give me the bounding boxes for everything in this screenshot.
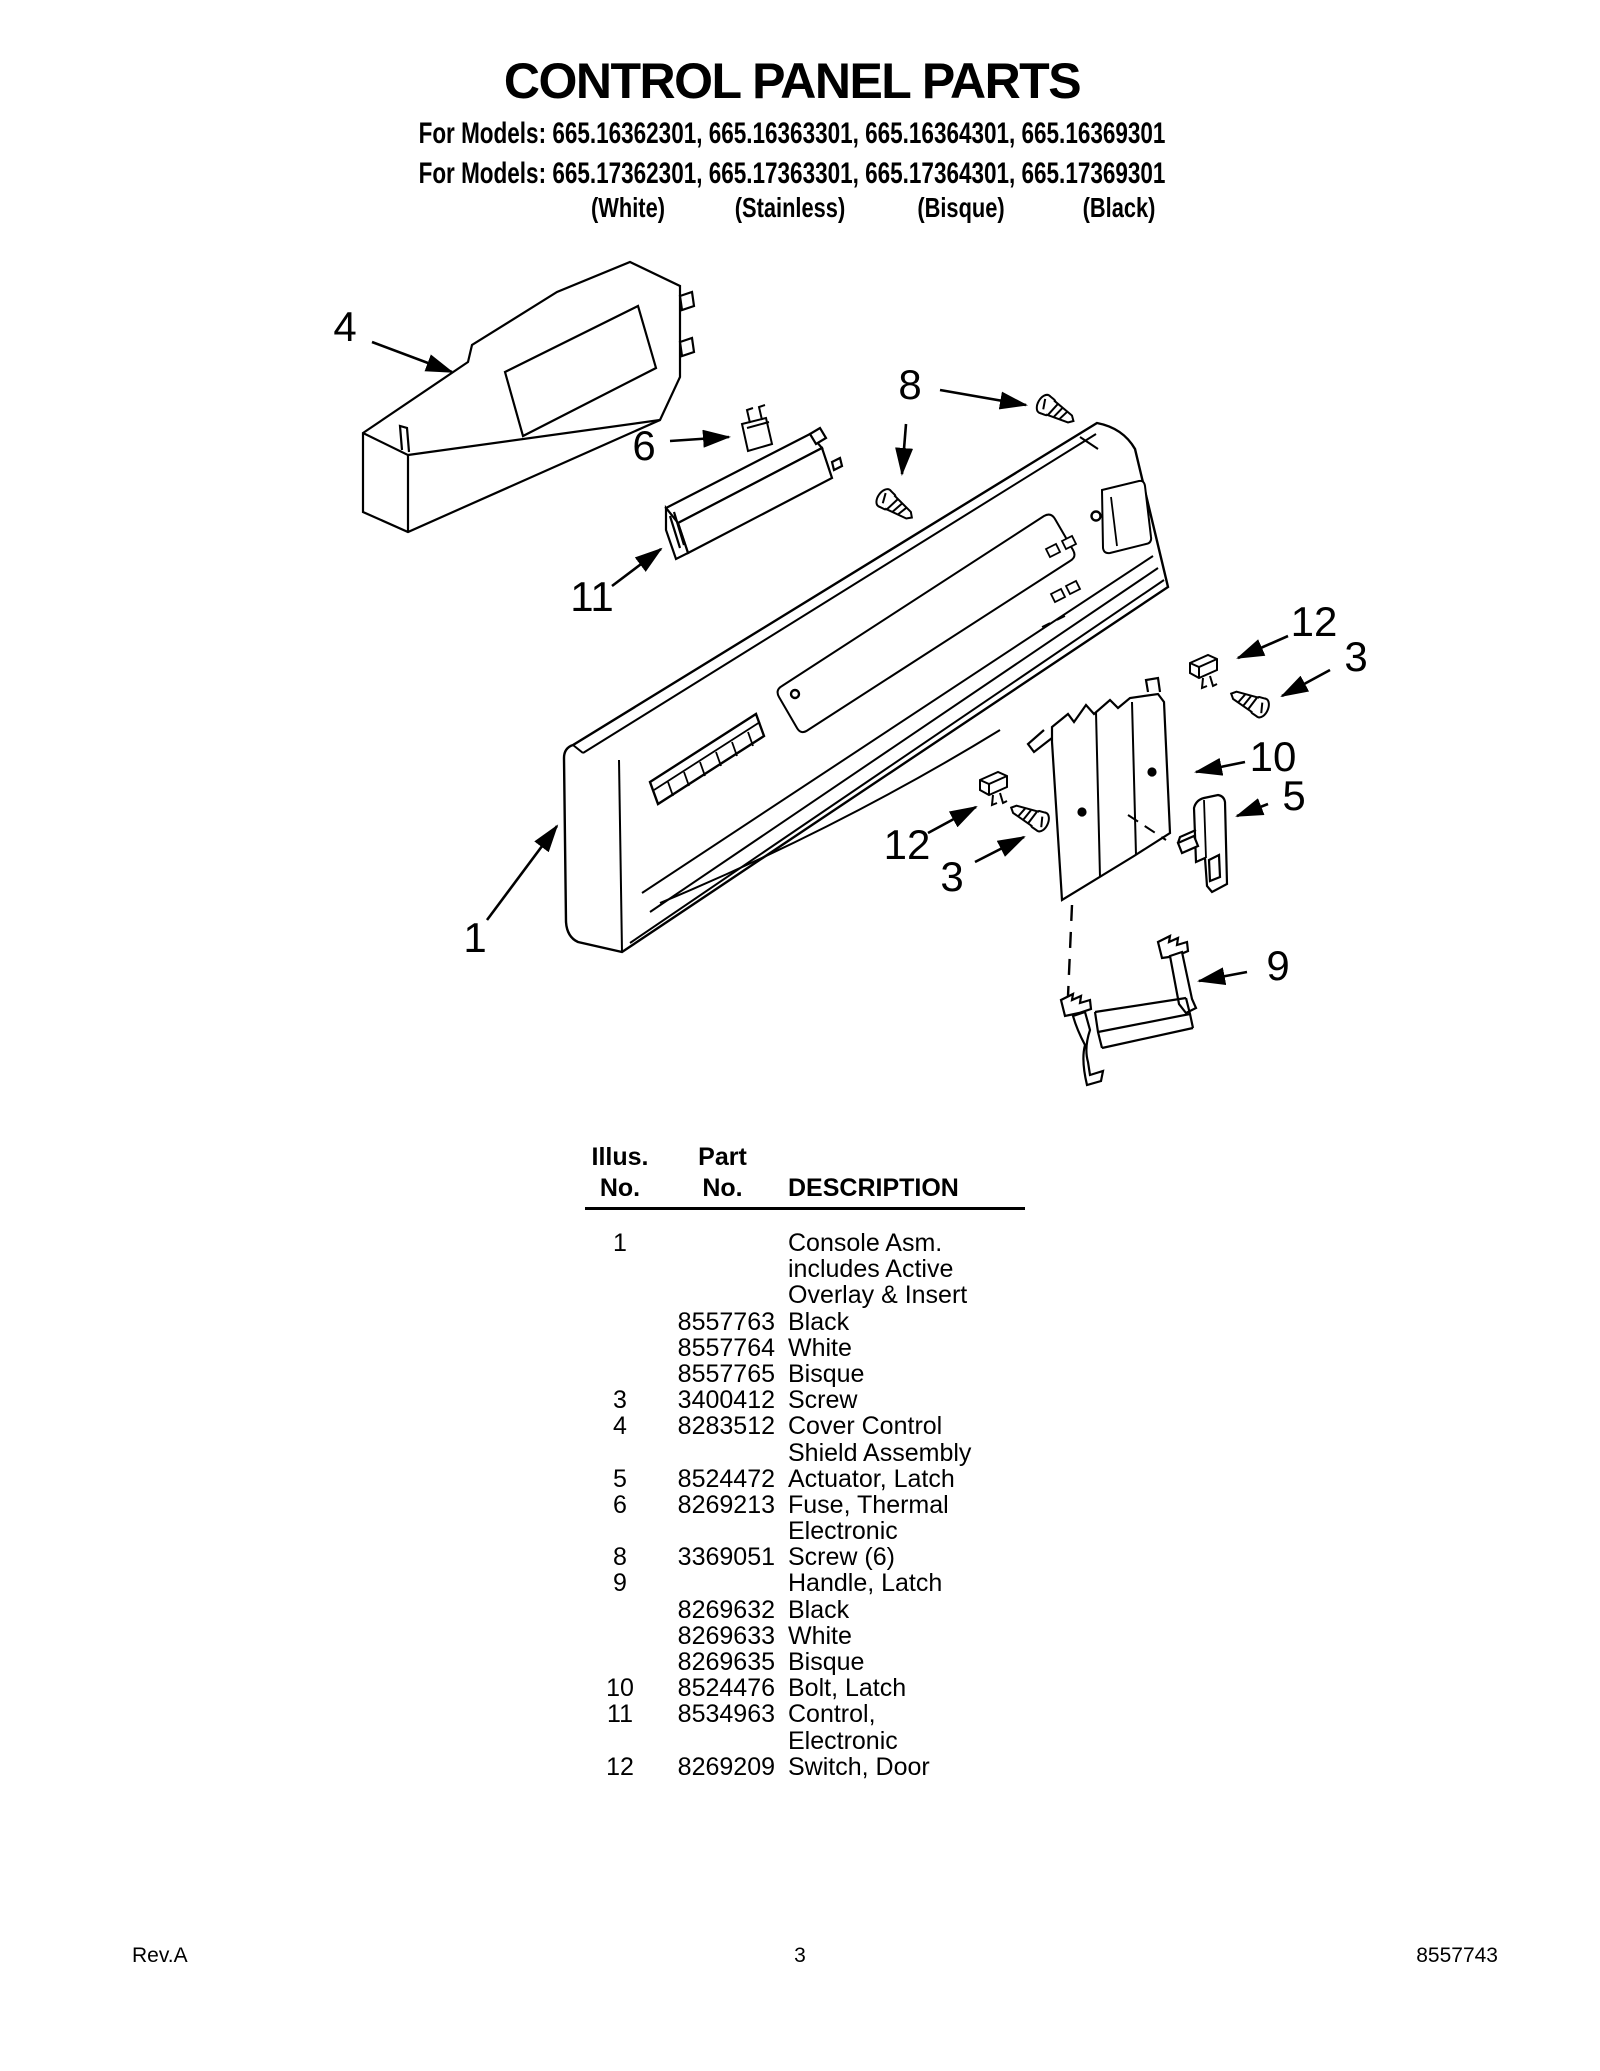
parts-table-body <box>585 1210 1025 1779</box>
cell-description: Screw (6) <box>788 1543 895 1572</box>
table-row <box>585 1465 1025 1491</box>
callout-1: 1 <box>463 914 487 961</box>
page-title: CONTROL PANEL PARTS <box>503 53 1081 109</box>
footer-revision: Rev.A <box>132 1944 188 1967</box>
table-row <box>585 1622 1025 1648</box>
finish-white: (White) <box>590 192 665 223</box>
callout-12-b: 12 <box>883 821 931 868</box>
cell-part-no: 8269633 <box>677 1621 775 1650</box>
col-header-illus-no: No. <box>599 1174 641 1202</box>
callout-4: 4 <box>333 303 357 350</box>
table-row <box>585 1753 1025 1779</box>
cell-part-no: 8283512 <box>677 1412 775 1441</box>
table-row <box>585 1229 1025 1255</box>
cell-description: includes Active <box>788 1255 954 1284</box>
models-line-2: For Models: 665.17362301, 665.17363301, 665.17364301, 665.17369301 <box>418 157 1166 190</box>
cell-description: Handle, Latch <box>788 1569 943 1598</box>
finish-bisque: (Bisque) <box>917 192 1005 223</box>
table-row <box>585 1412 1025 1441</box>
cell-part-no: 8524476 <box>677 1674 775 1703</box>
cell-description: Screw <box>788 1386 858 1415</box>
finish-black: (Black) <box>1082 192 1156 223</box>
cell-part-no: 8557763 <box>677 1307 775 1336</box>
table-row <box>585 1674 1025 1703</box>
callout-5: 5 <box>1282 772 1306 819</box>
table-row <box>585 1543 1025 1572</box>
cell-description: Switch, Door <box>788 1752 930 1781</box>
table-row <box>585 1700 1025 1729</box>
part-door-switch-a <box>1190 655 1217 688</box>
part-screw-3a <box>1227 685 1272 720</box>
cell-illus-no: 11 <box>607 1700 633 1729</box>
part-bolt-latch <box>1028 678 1170 900</box>
table-row <box>585 1727 1025 1753</box>
table-row <box>585 1334 1025 1360</box>
part-screw-3b <box>1007 799 1052 834</box>
table-row <box>585 1648 1025 1674</box>
finish-stainless: (Stainless) <box>734 192 846 223</box>
cell-description: Shield Assembly <box>788 1438 972 1467</box>
cell-part-no: 8557764 <box>677 1333 775 1362</box>
cell-description: Black <box>788 1595 850 1624</box>
cell-description: Bisque <box>788 1648 865 1676</box>
col-header-illus: Illus. <box>591 1143 649 1171</box>
cell-description: Black <box>788 1307 850 1336</box>
table-row <box>585 1360 1025 1386</box>
cell-illus-no: 3 <box>613 1386 627 1415</box>
cell-illus-no: 1 <box>613 1229 627 1257</box>
cell-description: Cover Control <box>788 1412 943 1441</box>
cell-illus-no: 12 <box>606 1752 634 1781</box>
cell-part-no: 3400412 <box>677 1386 775 1415</box>
cell-description: Electronic <box>788 1517 898 1546</box>
cell-illus-no: 6 <box>613 1490 627 1519</box>
cell-illus-no: 10 <box>606 1674 634 1703</box>
col-header-part: Part <box>698 1143 747 1171</box>
cell-part-no: 8269209 <box>677 1752 775 1781</box>
cell-illus-no: 9 <box>613 1569 627 1598</box>
table-row <box>585 1491 1025 1517</box>
callout-9: 9 <box>1266 942 1290 989</box>
callout-10: 10 <box>1249 733 1297 780</box>
part-actuator-latch <box>1178 795 1227 892</box>
footer-page-number: 3 <box>794 1944 806 1967</box>
cell-description: Bolt, Latch <box>788 1674 907 1703</box>
cell-illus-no: 8 <box>613 1543 627 1572</box>
part-cover-shield <box>363 262 694 532</box>
cell-part-no: 8269632 <box>677 1595 775 1624</box>
parts-table <box>585 1143 1025 1779</box>
cell-description: Actuator, Latch <box>788 1464 955 1493</box>
table-row <box>585 1308 1025 1334</box>
cell-part-no: 8534963 <box>677 1700 775 1729</box>
cell-illus-no: 5 <box>613 1464 627 1493</box>
cell-description: Control, <box>788 1700 876 1729</box>
table-row <box>585 1439 1025 1465</box>
col-header-description: DESCRIPTION <box>788 1174 959 1202</box>
part-screw-8b <box>873 486 917 525</box>
cell-description: Fuse, Thermal <box>788 1490 949 1519</box>
col-header-part-no: No. <box>702 1174 743 1202</box>
cell-description: Electronic <box>788 1726 898 1755</box>
table-row <box>585 1255 1025 1284</box>
alignment-dashed-line <box>1068 905 1072 996</box>
callout-8: 8 <box>898 361 922 408</box>
cell-part-no: 8269635 <box>677 1648 775 1676</box>
cell-description: Bisque <box>788 1359 865 1388</box>
part-door-switch-b <box>980 772 1007 805</box>
cell-part-no: 8269213 <box>677 1490 775 1519</box>
cell-part-no: 3369051 <box>677 1543 775 1572</box>
cell-illus-no: 4 <box>613 1412 627 1441</box>
table-row <box>585 1386 1025 1415</box>
part-latch-handle <box>1061 936 1196 1085</box>
callout-3-a: 3 <box>1344 633 1368 680</box>
table-row <box>585 1596 1025 1622</box>
cell-description: White <box>788 1333 852 1362</box>
cell-description: Overlay & Insert <box>788 1281 968 1310</box>
cell-description: White <box>788 1621 852 1650</box>
part-screw-8a <box>1034 392 1079 429</box>
callout-3-b: 3 <box>940 853 964 900</box>
footer-doc-number: 8557743 <box>1416 1944 1498 1967</box>
table-row <box>585 1517 1025 1546</box>
models-line-1: For Models: 665.16362301, 665.16363301, 665.16364301, 665.16369301 <box>418 117 1166 150</box>
cell-part-no: 8524472 <box>677 1464 775 1493</box>
part-thermal-fuse <box>742 405 772 451</box>
table-row <box>585 1569 1025 1598</box>
cell-description: Console Asm. <box>788 1229 943 1257</box>
parts-table-header <box>585 1143 1025 1210</box>
callout-11: 11 <box>570 573 614 620</box>
callout-6: 6 <box>632 422 656 469</box>
callout-12-a: 12 <box>1290 598 1338 645</box>
table-row <box>585 1281 1025 1310</box>
cell-part-no: 8557765 <box>677 1359 775 1388</box>
